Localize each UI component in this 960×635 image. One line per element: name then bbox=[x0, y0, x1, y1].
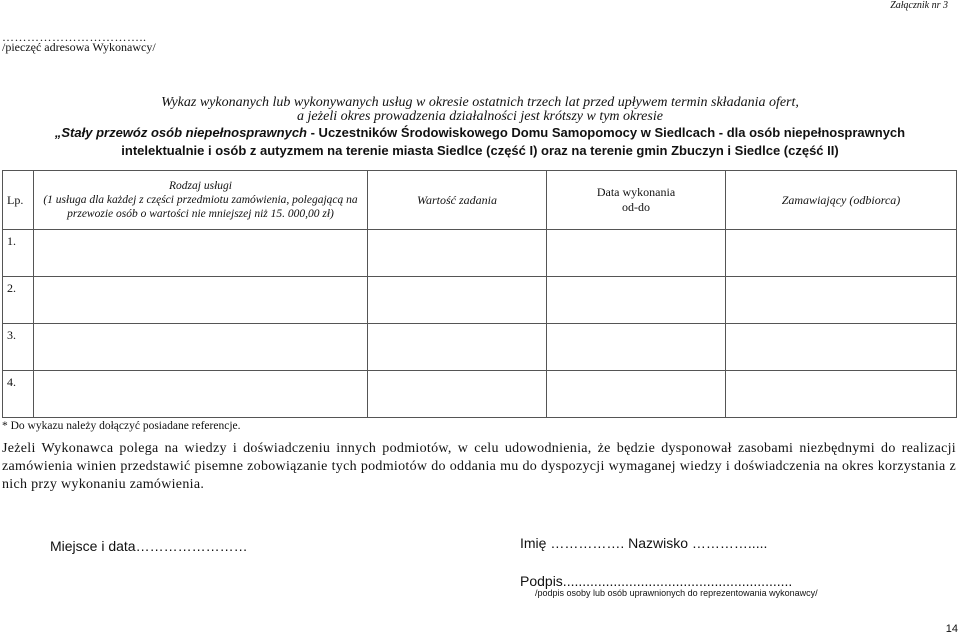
cell-client[interactable] bbox=[726, 324, 957, 371]
title-line-3 bbox=[0, 125, 960, 140]
cell-client[interactable] bbox=[726, 277, 957, 324]
table-row bbox=[3, 324, 957, 371]
row-number: 3. bbox=[3, 324, 34, 371]
row-number: 2. bbox=[3, 277, 34, 324]
page-number: 14 bbox=[945, 623, 958, 635]
table-row bbox=[3, 371, 957, 418]
col-client-header: Zamawiający (odbiorca) bbox=[726, 171, 957, 230]
cell-service[interactable] bbox=[34, 277, 368, 324]
services-table bbox=[2, 170, 957, 418]
cell-client[interactable] bbox=[726, 230, 957, 277]
cell-value[interactable] bbox=[368, 371, 547, 418]
cell-value[interactable] bbox=[368, 324, 547, 371]
col-service-header bbox=[34, 171, 368, 230]
col-date-line2: od-do bbox=[622, 200, 650, 214]
cell-date[interactable] bbox=[547, 277, 726, 324]
cell-service[interactable] bbox=[34, 230, 368, 277]
table-row bbox=[3, 277, 957, 324]
cell-service[interactable] bbox=[34, 371, 368, 418]
col-date-header bbox=[547, 171, 726, 230]
table-header-row bbox=[3, 171, 957, 230]
stamp-label: /pieczęć adresowa Wykonawcy/ bbox=[2, 40, 156, 54]
title-line-1: Wykaz wykonanych lub wykonywanych usług w okresie ostatnich trzech lat przed upływem termin składania ofert, bbox=[161, 95, 799, 110]
cell-date[interactable] bbox=[547, 324, 726, 371]
signature-field[interactable]: Podpis........................................................... bbox=[520, 573, 793, 589]
title-line-2: a jeżeli okres prowadzenia działalności jest krótszy w tym okresie bbox=[297, 109, 663, 124]
attachment-label: Załącznik nr 3 bbox=[890, 0, 948, 11]
col-date-line1: Data wykonania bbox=[596, 185, 676, 199]
title-line-3-italic: „Stały przewóz osób niepełnosprawnych bbox=[54, 125, 307, 140]
title-line-3-rest: - Uczestników Środowiskowego Domu Samopomocy w Siedlcach - dla osób niepełnosprawnych bbox=[307, 125, 906, 140]
cell-value[interactable] bbox=[368, 277, 547, 324]
resource-paragraph: Jeżeli Wykonawca polega na wiedzy i doświadczeniu innych podmiotów, w celu udowodnienia, że będzie dysponował zasobami niezbędnymi do realizacji zamówienia winien przedstawić pisemne zobowiązanie tych podmiotów do oddania mu do dyspozycji wymaganej wiedzy i doświadczenia na okres korzystania z nich przy wykonaniu zamówienia. bbox=[2, 441, 956, 492]
row-number: 1. bbox=[3, 230, 34, 277]
name-field[interactable]: Imię ……………. Nazwisko …………..... bbox=[520, 535, 768, 551]
place-date-field[interactable]: Miejsce i data…………………… bbox=[50, 538, 248, 554]
signature-caption: /podpis osoby lub osób uprawnionych do reprezentowania wykonawcy/ bbox=[535, 588, 818, 598]
col-lp-header: Lp. bbox=[3, 171, 34, 230]
cell-service[interactable] bbox=[34, 324, 368, 371]
stamp-dots: …………………………….. bbox=[2, 30, 147, 44]
cell-date[interactable] bbox=[547, 371, 726, 418]
col-service-title: Rodzaj usługi bbox=[169, 180, 232, 192]
row-number: 4. bbox=[3, 371, 34, 418]
col-value-header: Wartość zadania bbox=[368, 171, 547, 230]
title-line-4: intelektualnie i osób z autyzmem na terenie miasta Siedlce (część I) oraz na terenie gmin Zbuczyn i Siedlce (część II) bbox=[121, 143, 839, 158]
cell-value[interactable] bbox=[368, 230, 547, 277]
table-row bbox=[3, 230, 957, 277]
col-service-desc: (1 usługa dla każdej z części przedmiotu zamówienia, polegającą na przewozie osób o wartości nie mniejszej niż 15. 000,00 zł) bbox=[43, 194, 358, 220]
cell-date[interactable] bbox=[547, 230, 726, 277]
cell-client[interactable] bbox=[726, 371, 957, 418]
footnote: * Do wykazu należy dołączyć posiadane referencje. bbox=[2, 420, 241, 432]
